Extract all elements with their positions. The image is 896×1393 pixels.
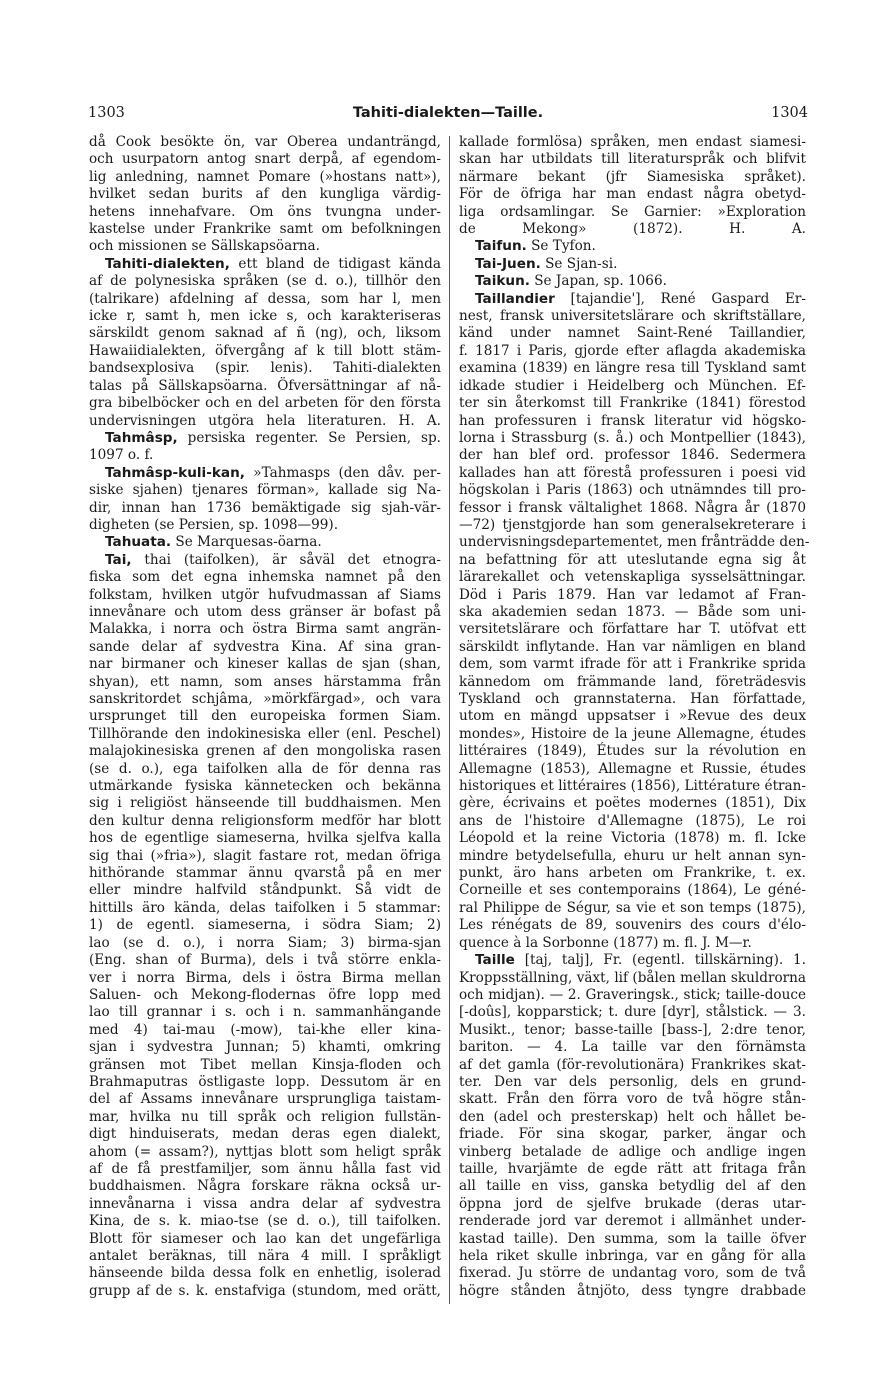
text-line (459, 708, 806, 725)
text-line (459, 639, 806, 656)
text-line (459, 151, 806, 168)
right-column (459, 134, 810, 1300)
text-line (89, 395, 441, 412)
line-text: [taj, talj], Fr. (egentl. tillskärning). 1. (514, 952, 806, 969)
text-line (459, 1196, 806, 1213)
text-line (459, 1161, 806, 1178)
text-line (459, 778, 806, 795)
text-line (89, 1144, 441, 1161)
text-line (89, 726, 441, 743)
text-line (89, 970, 441, 987)
text-line (459, 1178, 806, 1195)
line-text: Död i Paris 1879. Han var ledamot af Fran- (459, 586, 806, 603)
line-text: de Mekong» (1872). H. A. (459, 221, 806, 238)
text-line (89, 1213, 441, 1230)
text-line (459, 552, 806, 569)
line-text: f. 1817 i Paris, gjorde efter aflagda akademiska (459, 342, 806, 359)
line-text: lig anledning, namnet Pomare (»hostans natt»), (89, 168, 441, 185)
line-text: idkade studier i Heidelberg och München. Ef- (459, 377, 806, 394)
line-text: Allemagne (1853), Allemagne et Russie, études (459, 760, 806, 777)
text-line (89, 848, 441, 865)
text-line (89, 1161, 441, 1178)
line-text: all taille en viss, ganska betydlig del af den (459, 1178, 806, 1195)
text-line (89, 325, 441, 342)
text-line (89, 1178, 441, 1195)
line-text: digt hinduiserats, medan deras egen dialekt, (89, 1126, 441, 1143)
text-line (459, 970, 806, 987)
line-text: hänseende bilda dessa folk en enhetlig, isolerad (89, 1265, 441, 1282)
line-text: För de öfriga har man endast några obetyd- (459, 186, 806, 203)
text-line (89, 743, 441, 760)
line-text: digheten (se Persien, sp. 1098—99). (89, 516, 339, 533)
line-text: quence à la Sorbonne (1877) m. fl. J. M—r. (459, 934, 752, 951)
line-text: Saluen- och Mekong-flodernas öfre lopp med (89, 986, 441, 1003)
entry-headword: Tai-Juen. (475, 255, 541, 272)
line-text: friade. För sina skogar, parker, ängar och (459, 1126, 806, 1143)
line-text: historiques et littéraires (1856), Littérature étran- (459, 778, 806, 795)
line-text: af de polynesiska språken (se d. o.), tillhör den (89, 273, 441, 290)
line-text: Kroppsställning, växt, lif (bålen mellan skuldrorna (459, 969, 806, 986)
line-text: kastad taille). Den summa, som la taille öfver (459, 1230, 806, 1247)
line-text: na befattning för att uteslutande egna sig åt (459, 551, 806, 568)
text-line (459, 534, 810, 551)
text-line (89, 273, 441, 290)
text-line (459, 1091, 806, 1108)
text-line (459, 935, 806, 952)
line-text: ter sin återkomst till Frankrike (1841) förestod (459, 395, 806, 412)
text-line (89, 778, 441, 795)
text-line (89, 830, 441, 847)
text-line (89, 1022, 441, 1039)
text-line (459, 952, 806, 969)
text-line (89, 621, 441, 638)
text-line (459, 813, 806, 830)
line-text: hetens innehafvare. Om öns tvungna under- (89, 203, 441, 220)
text-line (459, 343, 806, 360)
line-text: icke r, samt h, men icke s, och karakteriseras (89, 308, 441, 325)
text-line (459, 1109, 806, 1126)
text-line (89, 204, 441, 221)
text-line (89, 378, 441, 395)
text-line (89, 604, 441, 621)
line-text: lorna i Strassburg (s. å.) och Montpellier (1843), (459, 429, 806, 446)
line-text: ahom (= assam?), nyttjas blott som heligt språk (89, 1143, 441, 1160)
entry-headword: Taifun. (475, 238, 527, 255)
text-line (89, 430, 441, 447)
text-line (459, 325, 806, 342)
text-line (459, 1144, 806, 1161)
text-line (459, 238, 806, 255)
line-text: der han blef ord. professor 1846. Sedermera (459, 447, 806, 464)
line-text: folkstam, hvilken utgör hufvudmassan af Siams (89, 586, 441, 603)
line-text: »Tahmasps (den dåv. per- (244, 464, 441, 481)
text-line (459, 1039, 806, 1056)
line-text: ter. Den var dels personlig, dels en grund- (459, 1073, 806, 1090)
line-text: ral Philippe de Ségur, sa vie et son temps (1875), (459, 899, 806, 916)
entry-headword: Tahmâsp-kuli-kan, (105, 464, 245, 481)
text-line (89, 1039, 441, 1056)
line-text: då Cook besökte ön, var Oberea undanträngd, (89, 134, 441, 150)
line-text: Léopold et la reine Victoria (1878) m. fl. Icke (459, 830, 806, 847)
line-text: sig i religiöst hänseende till buddhaismen. Men (89, 795, 441, 812)
text-line (89, 813, 441, 830)
text-line (89, 500, 441, 517)
text-line (459, 1231, 806, 1248)
left-column (89, 134, 441, 1300)
line-text: nar birmaner och kineser kallas de sjan (shan, (89, 656, 441, 673)
line-text: särskildt genom saknad af ñ (ng), och, liksom (89, 325, 441, 342)
text-line (459, 186, 806, 203)
text-line (89, 656, 441, 673)
text-line (89, 1074, 441, 1091)
line-text: talas på Sällskapsöarna. Öfversättningar af nå- (89, 377, 441, 394)
line-text: hela riket skulle inbringa, var en gång för alla (459, 1248, 806, 1264)
line-text: mar, hvilka nu till språk och religion fullstän- (89, 1108, 441, 1125)
line-text: mindre betydelsefulla, ehuru ur helt annan syn- (459, 847, 806, 864)
text-line (459, 569, 806, 586)
text-line (459, 395, 806, 412)
text-line (459, 726, 806, 743)
text-line (459, 656, 806, 673)
line-text: känd under namnet Saint-René Taillandier, (459, 325, 806, 342)
line-text: den kultur denna religionsform medför har blott (89, 812, 441, 829)
line-text: af de få prestfamiljer, som ännu hålla fast vid (89, 1160, 441, 1177)
line-text: nest, fransk universitetslärare och skriftställare, (459, 308, 806, 325)
line-text: Malakka, i norra och östra Birma samt angrän- (89, 621, 441, 638)
line-text: ursprunget till den europeiska formen Siam. (89, 708, 441, 725)
text-line (89, 256, 441, 273)
text-line (89, 952, 441, 969)
text-line (459, 273, 806, 290)
line-text: kastelse under Frankrike samt om befolkningen (89, 221, 441, 238)
running-title: Tahiti-dialekten—Taille. (352, 105, 544, 121)
text-line (89, 221, 441, 238)
text-line (89, 151, 441, 168)
line-text: shyan), ett namn, som anses härstamma från (89, 673, 441, 690)
text-line (459, 674, 806, 691)
line-text: antalet beräknas, till nära 4 mill. I språkligt (89, 1248, 441, 1264)
text-line (89, 1126, 441, 1143)
text-line (89, 587, 441, 604)
text-line (89, 291, 441, 308)
text-line (89, 413, 441, 430)
text-line (89, 569, 441, 586)
line-text: kallades han att förestå professuren i poesi vid (459, 464, 806, 481)
line-text: högre stånden åtnjöto, dess tyngre drabbade (459, 1282, 806, 1299)
line-text: (se d. o.), ega taifolken alla de för denna ras (89, 760, 441, 777)
text-line (89, 900, 441, 917)
text-line (89, 360, 441, 377)
line-text: buddhaismen. Några forskare räkna också ur- (89, 1178, 441, 1195)
line-text: lao till grannar i s. och i n. sammanhängande (89, 1004, 441, 1021)
text-line (89, 795, 441, 812)
text-line (89, 186, 441, 203)
line-text: kännedom om främmande land, företrädesvis (459, 673, 806, 690)
text-line (459, 221, 806, 238)
line-text: (talrikare) afdelning af dessa, som har l, men (89, 290, 441, 307)
line-text: undervisningsdepartementet, men frånträdde den- (459, 534, 810, 551)
text-line (89, 1004, 441, 1021)
text-line (459, 447, 806, 464)
line-text: 1097 o. f. (89, 447, 154, 464)
text-line (459, 291, 806, 308)
line-text: punkt, äro hans arbeten om Frankrike, t. ex. (459, 865, 806, 882)
line-text: den (adel och presterskap) helt och hållet be- (459, 1108, 806, 1125)
line-text: Se Tyfon. (526, 238, 596, 255)
line-text: (Eng. shan of Burma), dels i två större enkla- (89, 952, 441, 969)
text-line (89, 691, 441, 708)
line-text: af det gamla (för-revolutionära) Frankrikes skat- (459, 1056, 806, 1073)
entry-headword: Tahiti-dialekten, (105, 255, 230, 272)
text-line (89, 1057, 441, 1074)
line-text: thai (taifolken), är såväl det etnogra- (131, 551, 441, 568)
line-text: littéraires (1849), Études sur la révolution en (459, 743, 806, 760)
line-text: ett bland de tidigast kända (229, 255, 441, 272)
text-line (459, 848, 806, 865)
line-text: med 4) tai-mau (-mow), tai-khe eller kina- (89, 1021, 441, 1038)
line-text: sig thai (»fria»), slagit fastare rot, medan öfriga (89, 847, 441, 864)
line-text: 1) de egentl. siameserna, i södra Siam; 2) (89, 917, 441, 934)
line-text: hos de egentlige siameserna, hvilka sjelfva kalla (89, 830, 441, 847)
text-line (89, 708, 441, 725)
text-line (89, 917, 441, 934)
text-line (459, 1283, 806, 1300)
text-line (459, 430, 806, 447)
line-text: del af Assams innevånare ursprungliga taistam- (89, 1091, 441, 1108)
text-line (459, 517, 806, 534)
line-text: Hawaiidialekten, öfvergång af k till blott stäm- (89, 342, 441, 359)
text-line (89, 465, 441, 482)
entry-headword: Taille (475, 952, 515, 969)
text-line (459, 482, 806, 499)
line-text: Musikt., tenor; basse-taille [bass-], 2:dre tenor, (459, 1021, 806, 1038)
text-line (89, 1248, 441, 1265)
line-text: siske sjahen) tjenares förman», kallade sig Na- (89, 482, 441, 499)
line-text: hvilket sedan burits af den kungliga värdig- (89, 186, 441, 203)
text-line (459, 795, 806, 812)
line-text: Kina, de s. k. miao-tse (se d. o.), till taifolken. (89, 1213, 441, 1230)
text-line (89, 639, 441, 656)
line-text: Tillhörande den indokinesiska eller (enl. Peschel) (89, 725, 441, 742)
line-text: och midjan). — 2. Graveringsk., stick; taille-douce (459, 986, 806, 1003)
text-line (89, 169, 441, 186)
line-text: och missionen se Sällskapsöarna. (89, 238, 320, 255)
line-text: särskildt inflytande. Han var nämligen en bland (459, 638, 806, 655)
text-line (459, 882, 806, 899)
text-line (89, 987, 441, 1004)
text-line (459, 1248, 806, 1265)
text-line (459, 865, 806, 882)
text-line (89, 134, 441, 151)
line-text: högskolan i Paris (1863) och utnämndes till pro- (459, 482, 806, 499)
text-line (89, 1109, 441, 1126)
line-text: —72) tjenstgjorde han som generalsekreterare i (459, 516, 806, 533)
text-line (459, 378, 806, 395)
text-line (89, 308, 441, 325)
line-text: ska akademien sedan 1873. — Både som uni- (459, 603, 806, 620)
text-line (89, 882, 441, 899)
line-text: undervisningen utgöra hela literaturen. H. A. (89, 412, 441, 429)
text-line (459, 830, 806, 847)
text-line (459, 1213, 806, 1230)
entry-headword: Tai, (105, 551, 132, 568)
line-text: Les rénégats de 89, souvenirs des cours d'élo- (459, 917, 806, 934)
text-line (459, 360, 806, 377)
text-line (459, 761, 806, 778)
line-text: Se Marquesas-öarna. (171, 534, 322, 551)
text-line (89, 1265, 441, 1282)
text-line (89, 482, 441, 499)
line-text: fessor i fransk vältalighet 1868. Några år (1870 (459, 499, 806, 516)
text-line (459, 1265, 806, 1282)
line-text: gränsen mot Tibet mellan Kinsja-floden och (89, 1056, 441, 1073)
text-line (89, 1283, 441, 1300)
line-text: gère, écrivains et poëtes modernes (1851), Dix (459, 795, 806, 812)
line-text: grupp af de s. k. enstafviga (stundom, med orätt, (89, 1282, 441, 1299)
line-text: sjan i sydvestra Junnan; 5) khamti, omkring (89, 1039, 441, 1056)
line-text: Brahmaputras östligaste lopp. Dessutom är en (89, 1073, 441, 1090)
text-line (459, 604, 806, 621)
line-text: lärarekallet och vetenskapliga sysselsättningar. (459, 569, 806, 586)
entry-headword: Taikun. (475, 273, 530, 290)
line-text: vinberg betalade de adlige och andlige ingen (459, 1143, 806, 1160)
text-line (459, 500, 806, 517)
line-text: utom en mängd uppsatser i »Revue des deux (459, 708, 806, 725)
text-line (459, 987, 806, 1004)
line-text: kallade formlösa) språken, men endast siamesi- (459, 134, 806, 150)
text-line (459, 621, 806, 638)
line-text: öppna jord de sjelfve brukade (deras utar- (459, 1195, 806, 1212)
line-text: taille, hvarjämte de egde rätt att fritaga från (459, 1160, 806, 1177)
line-text: Se Sjan-si. (540, 255, 618, 272)
line-text: bariton. — 4. La taille var den förnämsta (459, 1039, 806, 1056)
line-text: dem, som varmt ifrade för att i Frankrike sprida (459, 656, 806, 673)
text-line (459, 1022, 806, 1039)
text-line (459, 900, 806, 917)
text-line (459, 1004, 806, 1021)
line-text: lao (se d. o.), i norra Siam; 3) birma-sjan (89, 934, 441, 951)
line-text: Se Japan, sp. 1066. (529, 273, 667, 290)
text-line (89, 552, 441, 569)
line-text: hithörande stammar ännu qvarstå på en mer (89, 865, 441, 882)
line-text: bandsexplosiva (spir. lenis). Tahiti-dialekten (89, 360, 441, 377)
line-text: närmare bekant (jfr Siamesiska språket). (459, 168, 806, 185)
text-line (459, 1126, 806, 1143)
text-line (459, 587, 806, 604)
text-line (89, 1196, 441, 1213)
line-text: persiska regenter. Se Persien, sp. (177, 429, 441, 446)
text-line (89, 1091, 441, 1108)
text-line (459, 256, 806, 273)
text-line (89, 238, 441, 255)
entry-headword: Taillandier (475, 290, 555, 307)
line-text: eller mindre halfvild ståndpunkt. Så vidt de (89, 882, 441, 899)
page-number-left: 1303 (88, 105, 125, 121)
text-line (459, 204, 806, 221)
text-line (459, 169, 806, 186)
line-text: skatt. Från den förra voro de två högre stån- (459, 1091, 806, 1108)
text-line (89, 935, 441, 952)
text-line (89, 674, 441, 691)
text-line (459, 413, 806, 430)
line-text: innevånare och utom dess gränser är bofast på (89, 603, 441, 620)
line-text: dir, innan han 1736 bemäktigade sig sjah-vär- (89, 499, 441, 516)
entry-headword: Tahmâsp, (105, 429, 178, 446)
line-text: innevånarna i vissa andra delar af sydvestra (89, 1195, 441, 1212)
line-text: gra bibelböcker och en del arbeten för den första (89, 395, 441, 412)
line-text: och usurpatorn antog snart derpå, af egendom- (89, 151, 441, 168)
text-line (89, 447, 441, 464)
line-text: [tajandie'], René Gaspard Er- (554, 290, 806, 307)
text-line (459, 691, 806, 708)
line-text: sanskritordet schjâma, »mörkfärgad», och vara (89, 691, 441, 707)
page-number-right: 1304 (771, 105, 808, 121)
line-text: sande delar af sydvestra Kina. Af sina gran- (89, 638, 441, 655)
column-divider (449, 136, 450, 1304)
text-line (459, 465, 806, 482)
line-text: versitetslärare och författare har T. utöfvat ett (459, 621, 806, 638)
text-line (459, 743, 806, 760)
text-line (459, 134, 806, 151)
line-text: examina (1839) en längre resa till Tyskland samt (459, 360, 806, 377)
line-text: renderade jord var deremot i allmänhet under- (459, 1213, 806, 1230)
line-text: han professuren i fransk literatur vid högsko- (459, 412, 806, 429)
text-line (459, 1074, 806, 1091)
line-text: Tyskland och grannstaterna. Han författade, (459, 691, 806, 707)
line-text: ans de l'histoire d'Allemagne (1875), Le roi (459, 812, 806, 829)
line-text: malajokinesiska grenen af den mongoliska rasen (89, 743, 441, 760)
line-text: hittills äro kända, delas taifolken i 5 stammar: (89, 899, 441, 916)
line-text: liga ordsamlingar. Se Garnier: »Exploration (459, 203, 806, 220)
text-line (89, 534, 441, 551)
text-line (459, 917, 806, 934)
line-text: utmärkande fysiska kännetecken och bekänna (89, 778, 441, 795)
line-text: skan har utbildats till literaturspråk och blifvit (459, 151, 806, 168)
text-line (459, 308, 806, 325)
text-line (89, 343, 441, 360)
line-text: mondes», Histoire de la jeune Allemagne, études (459, 725, 806, 742)
text-line (89, 1231, 441, 1248)
text-line (459, 1057, 806, 1074)
text-line (89, 517, 441, 534)
text-line (89, 761, 441, 778)
line-text: fixerad. Ju större de undantag voro, som de två (459, 1265, 806, 1282)
text-line (89, 865, 441, 882)
line-text: Corneille et ses contemporains (1864), Le géné- (459, 882, 806, 899)
line-text: [-doûs], kopparstick; t. dure [dyr], stålstick. — 3. (459, 1004, 806, 1021)
line-text: fiska som det egna inhemska namnet på den (89, 569, 441, 586)
line-text: Blott för siameser och lao kan det ungefärliga (89, 1230, 441, 1247)
line-text: ver i norra Birma, dels i östra Birma mellan (89, 969, 441, 986)
entry-headword: Tahuata. (105, 534, 172, 551)
